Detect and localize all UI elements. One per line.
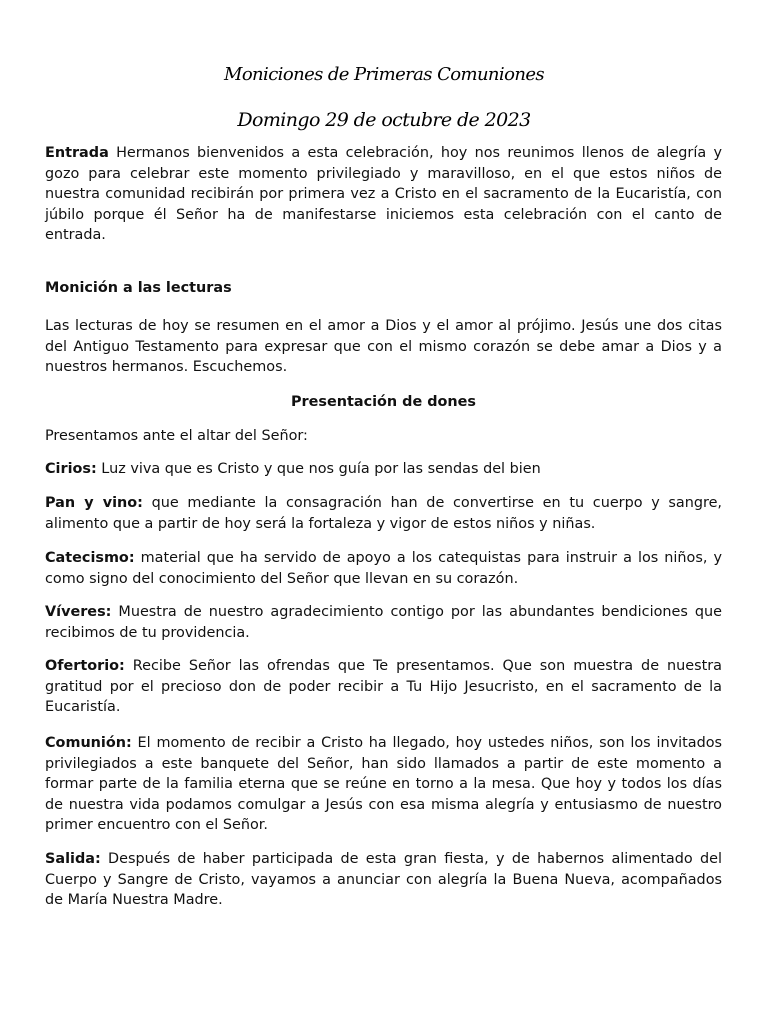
item-label: Cirios: [45,461,97,477]
paragraph-entrada [45,143,722,246]
item-text: material que ha servido de apoyo a los catequistas para instruir a los niños, y como signo del conocimiento del Señor que llevan en su corazón. [45,550,722,587]
entrada-label: Entrada [45,145,109,161]
item-label: Catecismo: [45,550,135,566]
item-catecismo [45,548,722,589]
item-comunion [45,733,722,836]
item-text: Recibe Señor las ofrendas que Te presentamos. Que son muestra de nuestra gratitud por el precioso don de poder recibir a Tu Hijo Jesucristo, en el sacramento de la Eucaristía. [45,658,722,716]
document-title: Moniciones de Primeras Comuniones [223,64,545,85]
entrada-text: Hermanos bienvenidos a esta celebración, hoy nos reunimos llenos de alegría y gozo para celebrar este momento privilegiado y maravilloso, en el que estos niños de nuestra comunidad recibirán por primera vez a Cristo en el sacramento de la Eucaristía, con júbilo porque él Señor ha de manifestarse iniciemos esta celebración con el canto de entrada. [45,145,722,244]
item-text: El momento de recibir a Cristo ha llegado, hoy ustedes niños, son los invitados privilegiados a este banquete del Señor, han sido llamados a partir de este momento a formar parte de la familia eterna que se reúne en torno a la mesa. Que hoy y todos los días de nuestra vida podamos comulgar a Jesús con esa misma alegría y entusiasmo de nuestro primer encuentro con el Señor. [45,735,722,834]
item-text: que mediante la consagración han de convertirse en tu cuerpo y sangre, alimento que a partir de hoy será la fortaleza y vigor de estos niños y niñas. [45,495,722,532]
dones-heading-text: Presentación de dones [291,394,476,410]
dones-intro: Presentamos ante el altar del Señor: [45,428,308,444]
item-label: Salida: [45,851,101,867]
item-ofertorio [45,656,722,718]
item-text: Muestra de nuestro agradecimiento contigo por las abundantes bendiciones que recibimos de tu providencia. [45,604,722,641]
lecturas-heading-text: Monición a las lecturas [45,280,232,296]
item-cirios [45,459,722,480]
item-label: Ofertorio: [45,658,125,674]
item-viveres [45,602,722,643]
item-label: Comunión: [45,735,132,751]
item-text: Después de haber participada de esta gran fiesta, y de habernos alimentado del Cuerpo y Sangre de Cristo, vayamos a anunciar con alegría la Buena Nueva, acompañados de María Nuestra Madre. [45,851,722,909]
dones-heading [45,392,722,413]
lecturas-heading [45,278,722,299]
document-date: Domingo 29 de octubre de 2023 [237,109,531,131]
lecturas-text: Las lecturas de hoy se resumen en el amor a Dios y el amor al prójimo. Jesús une dos citas del Antiguo Testamento para expresar que con el mismo corazón se debe amar a Dios y a nuestros hermanos. Escuchemos. [45,318,722,376]
item-salida [45,849,722,911]
item-text: Luz viva que es Cristo y que nos guía por las sendas del bien [96,461,541,477]
item-pan-y-vino [45,493,722,534]
item-label: Pan y vino: [45,495,143,511]
item-label: Víveres: [45,604,112,620]
